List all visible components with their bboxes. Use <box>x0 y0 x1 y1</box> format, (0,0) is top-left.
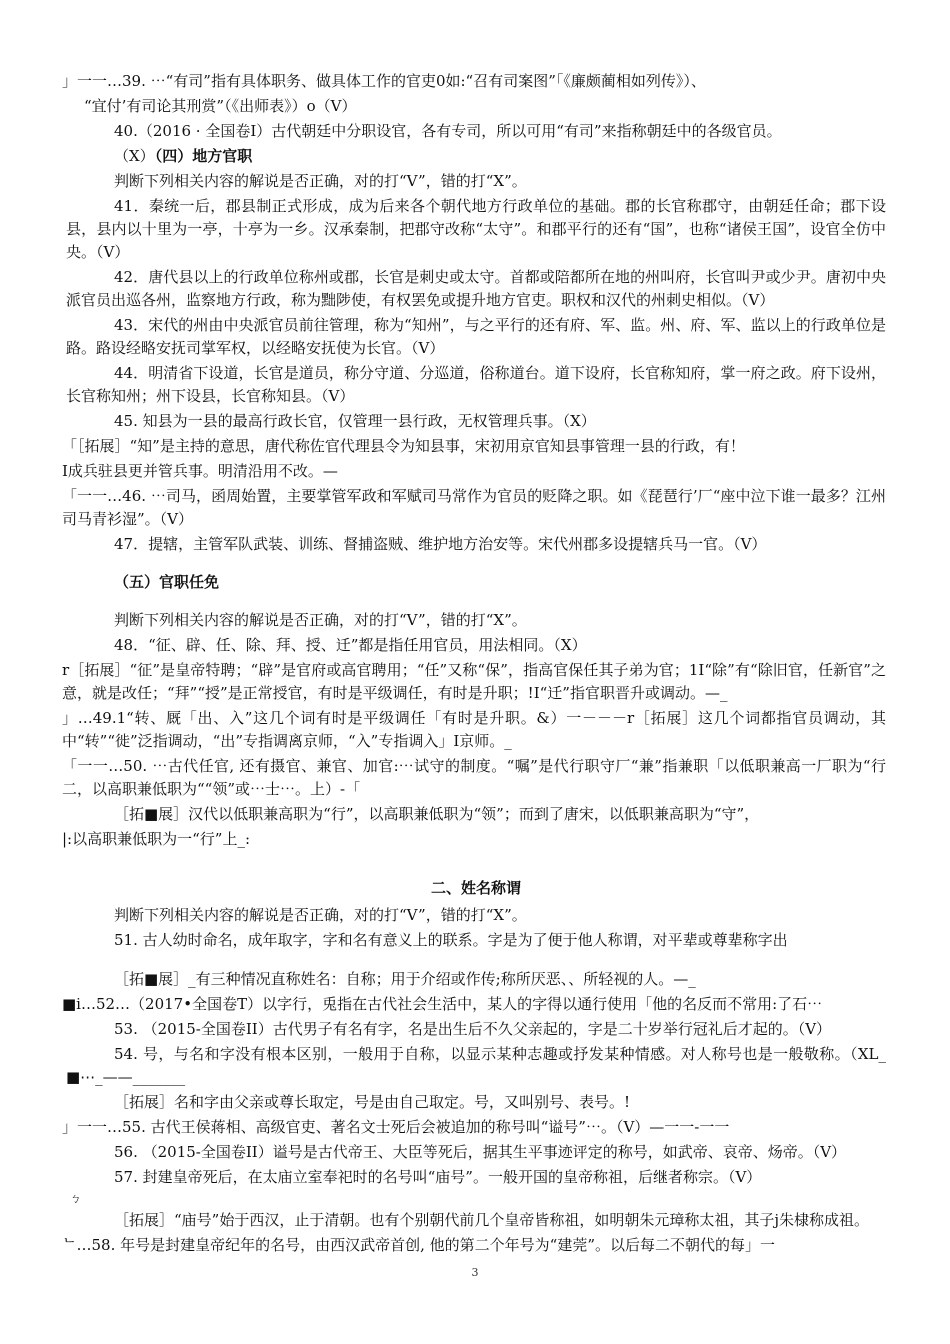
extension-note: |:以高职兼低职为一“行”上_: <box>62 830 250 848</box>
question-53: 53. （2015-全国卷II）古代男子有名有字，名是出生后不久父亲起的，字是二十岁举行冠礼后才起的。（V） <box>114 1020 832 1038</box>
question-50: 「一一…50. ⋯古代任官, 还有摄官、兼官、加官:⋯试守的制度。“嘱”是代行职守厂“兼”指兼职「以低职兼高一厂职为“行二，以高职兼低职为““领”或⋯士⋯。上）-「 <box>62 757 886 798</box>
subsection-title: （五）官职任免 <box>114 573 220 591</box>
text-line: “宜付’有司论其刑赏”（《出师表》）o（V） <box>84 97 357 115</box>
question-55: 」一一…55. 古代王侯蒋相、高级官吏、著名文士死后会被追加的称号叫“谥号”⋯。（V）—一一-一一 <box>62 1118 730 1136</box>
question-42: 42．唐代县以上的行政单位称州或郡，长官是刺史或太守。首都或陪都所在地的州叫府，长官叫尹或少尹。唐初中央派官员出巡各州，监察地方行政，称为黜陟使，有权罢免或提升地方官吏。职权和汉代的州刺史相似。（V） <box>66 268 886 309</box>
question-51: 51. 古人幼时命名，成年取字，字和名有意义上的联系。字是为了便于他人称谓，对平辈或尊辈称字出 <box>114 931 788 949</box>
extension-note: ［拓■展］_有三种情况直称姓名：自称；用于介绍或作传;称所厌恶、、所轻视的人。—_ <box>114 970 696 988</box>
question-47: 47．提辖，主管军队武装、训练、督捕盗贼、维护地方治安等。宋代州郡多设提辖兵马一官。（V） <box>114 535 767 553</box>
question-41: 41．秦统一后，郡县制正式形成，成为后来各个朝代地方行政单位的基础。郡的长官称郡守，由朝廷任命；郡下设县，县内以十里为一亭，十亭为一乡。汉承秦制，把郡守改称“太守”。和郡平行的还有“国”，也称“诸侯王国”，设官全仿中央。（V） <box>66 197 886 261</box>
question-46: 「一一…46. ⋯司马，函周始置，主要掌管军政和军赋司马常作为官员的贬降之职。如《琵琶行’厂“座中泣下谁一最多？江州司马青衫湿”。（V） <box>62 487 886 528</box>
subsection-title: （四）地方官职 <box>154 147 253 165</box>
stray-mark: ㄅ <box>70 1192 81 1205</box>
page-number: 3 <box>471 1266 479 1279</box>
question-56: 56. （2015-全国卷II）谥号是古代帝王、大臣等死后，据其生平事迹评定的称号，如武帝、哀帝、炀帝。（V） <box>114 1143 847 1161</box>
text-line: 」一一…39. ⋯“有司”指有具体职务、做具体工作的官吏0如:“召有司案图”「《廉颇蔺相如列传》）、 <box>62 72 706 90</box>
question-57: 57. 封建皇帝死后，在太庙立室奉祀时的名号叫“庙号”。一般开国的皇帝称祖，后继者称宗。（V） <box>114 1168 762 1186</box>
question-54: 54. 号，与名和字没有根本区别，一般用于自称，以显示某种志趣或抒发某种情感。对人称号也是一般敬称。（XL_■⋯_——_______ <box>66 1045 886 1086</box>
question-52: ■i…52…（2017•全国卷T）以字行，兎指在古代社会生活中，某人的字得以通行使用「他的名反而不常用:了石⋯ <box>62 995 823 1013</box>
question-40: 40.（2016 · 全国卷Ⅰ）古代朝廷中分职设官，各有专司，所以可用“有司”来指称朝廷中的各级官员。 <box>114 122 782 140</box>
extension-note: I成兵驻县更并管兵事。明清沿用不改。— <box>62 462 338 480</box>
question-43: 43．宋代的州由中央派官员前往管理，称为“知州”，与之平行的还有府、军、监。州、府、军、监以上的行政单位是路。路设经略安抚司掌军权，以经略安抚使为长官。（V） <box>66 316 886 357</box>
instruction: 判断下列相关内容的解说是否正确，对的打“V”，错的打“X”。 <box>114 906 527 924</box>
answer-mark: （X） <box>114 147 155 165</box>
question-48: 48．“征、辟、任、除、拜、授、迁”都是指任用官员，用法相同。（X） <box>114 636 587 654</box>
document-body <box>62 70 886 1259</box>
extension-note: ［拓展］“庙号”始于西汉，止于清朝。也有个别朝代前几个皇帝皆称祖，如明朝朱元璋称太祖，其子j朱棣称成祖。 <box>114 1211 869 1229</box>
extension-note: ［拓■展］汉代以低职兼高职为“行”，以高职兼低职为“领”；而到了唐宋，以低职兼高职为“守”， <box>114 805 760 823</box>
question-45: 45. 知县为一县的最高行政长官，仅管理一县行政，无权管理兵事。（X） <box>114 412 596 430</box>
extension-note: ［拓展］名和字由父亲或尊长取定，号是由自己取定。号，又叫别号、表号。! <box>114 1093 631 1111</box>
question-58: ᄂ…58. 年号是封建皇帝纪年的名号，由西汉武帝首创, 他的第二个年号为“建莞”。以后每二不朝代的每」一 <box>62 1236 775 1254</box>
heading-local-officials <box>66 145 886 168</box>
question-44: 44．明清省下设道，长官是道员，称分守道、分巡道，俗称道台。道下设府，长官称知府，掌一府之政。府下设州，长官称知州；州下设县，长官称知县。（V） <box>66 364 886 405</box>
extension-note: r［拓展］“征”是皇帝特聘；“辟”是官府或高官聘用；“任”又称“保”，指高官保任其子弟为官；1I“除”有“除旧官，任新官”之意，就是改任；“拜”“授”是正常授官，有时是平级调任，有时是升职；!I“迁”指官职晋升或调动。—_ <box>62 661 886 702</box>
instruction: 判断下列相关内容的解说是否正确，对的打“V”，错的打“X”。 <box>114 172 527 190</box>
extension-note: 「［拓展］“知”是主持的意思，唐代称佐官代理县令为知县事，宋初用京官知县事管理一县的行政，有！ <box>62 437 745 455</box>
question-49: 」…49.1“转、厩「出、入”这几个词有时是平级调任「有时是升职。&）一－－－r［拓展］这几个词都指官员调动，其中“转”“徙”泛指调动，“出”专指调离京师，“入”专指调入」I京师。_ <box>62 709 886 750</box>
section-title: 二、姓名称谓 <box>430 879 521 897</box>
instruction: 判断下列相关内容的解说是否正确，对的打“V”，错的打“X”。 <box>114 611 527 629</box>
